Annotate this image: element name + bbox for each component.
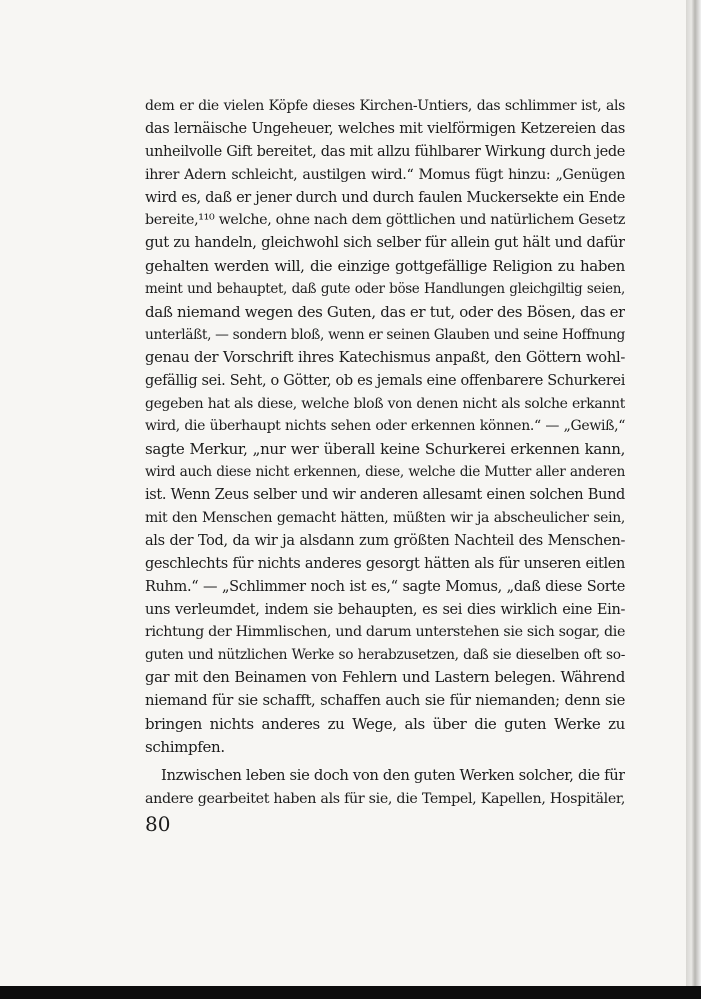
text-line: ist. Wenn Zeus selber und wir anderen allesamt einen solchen Bund [145,487,625,504]
text-line: wird, die überhaupt nichts sehen oder erkennen können.“ — „Gewiß,“ [145,418,625,435]
text-line: gehalten werden will, die einzige gottgefällige Religion zu haben [145,257,625,276]
text-line: geschlechts für nichts anderes gesorgt hätten als für unseren eitlen [145,555,625,572]
text-line: richtung der Himmlischen, und darum unterstehen sie sich sogar, die [145,624,625,641]
text-line: mit den Menschen gemacht hätten, müßten wir ja abscheulicher sein, [145,510,625,527]
text-line: unheilvolle Gift bereitet, das mit allzu fühlbarer Wirkung durch jede [145,143,625,160]
text-line: ihrer Adern schleicht, austilgen wird.“ Momus fügt hinzu: „Genügen [145,166,625,183]
scan-border [0,986,701,999]
page-number: 80 [145,812,171,836]
text-line: sagte Merkur, „nur wer überall keine Schurkerei erkennen kann, [145,440,625,459]
text-line: gut zu handeln, gleichwohl sich selber für allein gut hält und dafür [145,234,625,252]
text-line: niemand für sie schafft, schaffen auch sie für niemanden; denn sie [145,692,625,710]
text-line: andere gearbeitet haben als für sie, die Tempel, Kapellen, Hospitäler, [145,790,625,807]
text-line: wird es, daß er jener durch und durch faulen Muckersekte ein Ende [145,189,625,206]
text-line: als der Tod, da wir ja alsdann zum größten Nachteil des Menschen- [145,532,625,549]
text-line: wird auch diese nicht erkennen, diese, welche die Mutter aller anderen [145,464,625,481]
text-line: dem er die vielen Köpfe dieses Kirchen-Untiers, das schlimmer ist, als [145,98,625,114]
text-line: Ruhm.“ — „Schlimmer noch ist es,“ sagte Momus, „daß diese Sorte [145,578,625,595]
text-line: meint und behauptet, daß gute oder böse Handlungen gleichgiltig seien, [145,281,625,298]
text-line: genau der Vorschrift ihres Katechismus anpaßt, den Göttern wohl- [145,348,625,366]
text-line: bringen nichts anderes zu Wege, als über die guten Werke zu [145,715,625,734]
text-line: daß niemand wegen des Guten, das er tut, oder des Bösen, das er [145,303,625,322]
text-line: Inzwischen leben sie doch von den guten Werken solcher, die für [161,766,625,784]
page-edge-shadow [686,0,701,999]
text-line: gar mit den Beinamen von Fehlern und Lastern belegen. Während [145,669,625,687]
text-line: gefällig sei. Seht, o Götter, ob es jemals eine offenbarere Schurkerei [145,372,625,389]
text-line: bereite,¹¹⁰ welche, ohne nach dem göttlichen und natürlichem Gesetz [145,212,625,229]
text-line: guten und nützlichen Werke so herabzusetzen, daß sie dieselben oft so- [145,647,625,664]
body-text [145,95,625,811]
text-line: gegeben hat als diese, welche bloß von denen nicht als solche erkannt [145,395,625,412]
text-line: schimpfen. [145,737,225,756]
text-line: unterläßt, — sondern bloß, wenn er seinen Glauben und seine Hoffnung [145,326,625,343]
text-line: uns verleumdet, indem sie behaupten, es sei dies wirklich eine Ein- [145,601,625,618]
text-line: das lernäische Ungeheuer, welches mit vielförmigen Ketzereien das [145,120,625,137]
